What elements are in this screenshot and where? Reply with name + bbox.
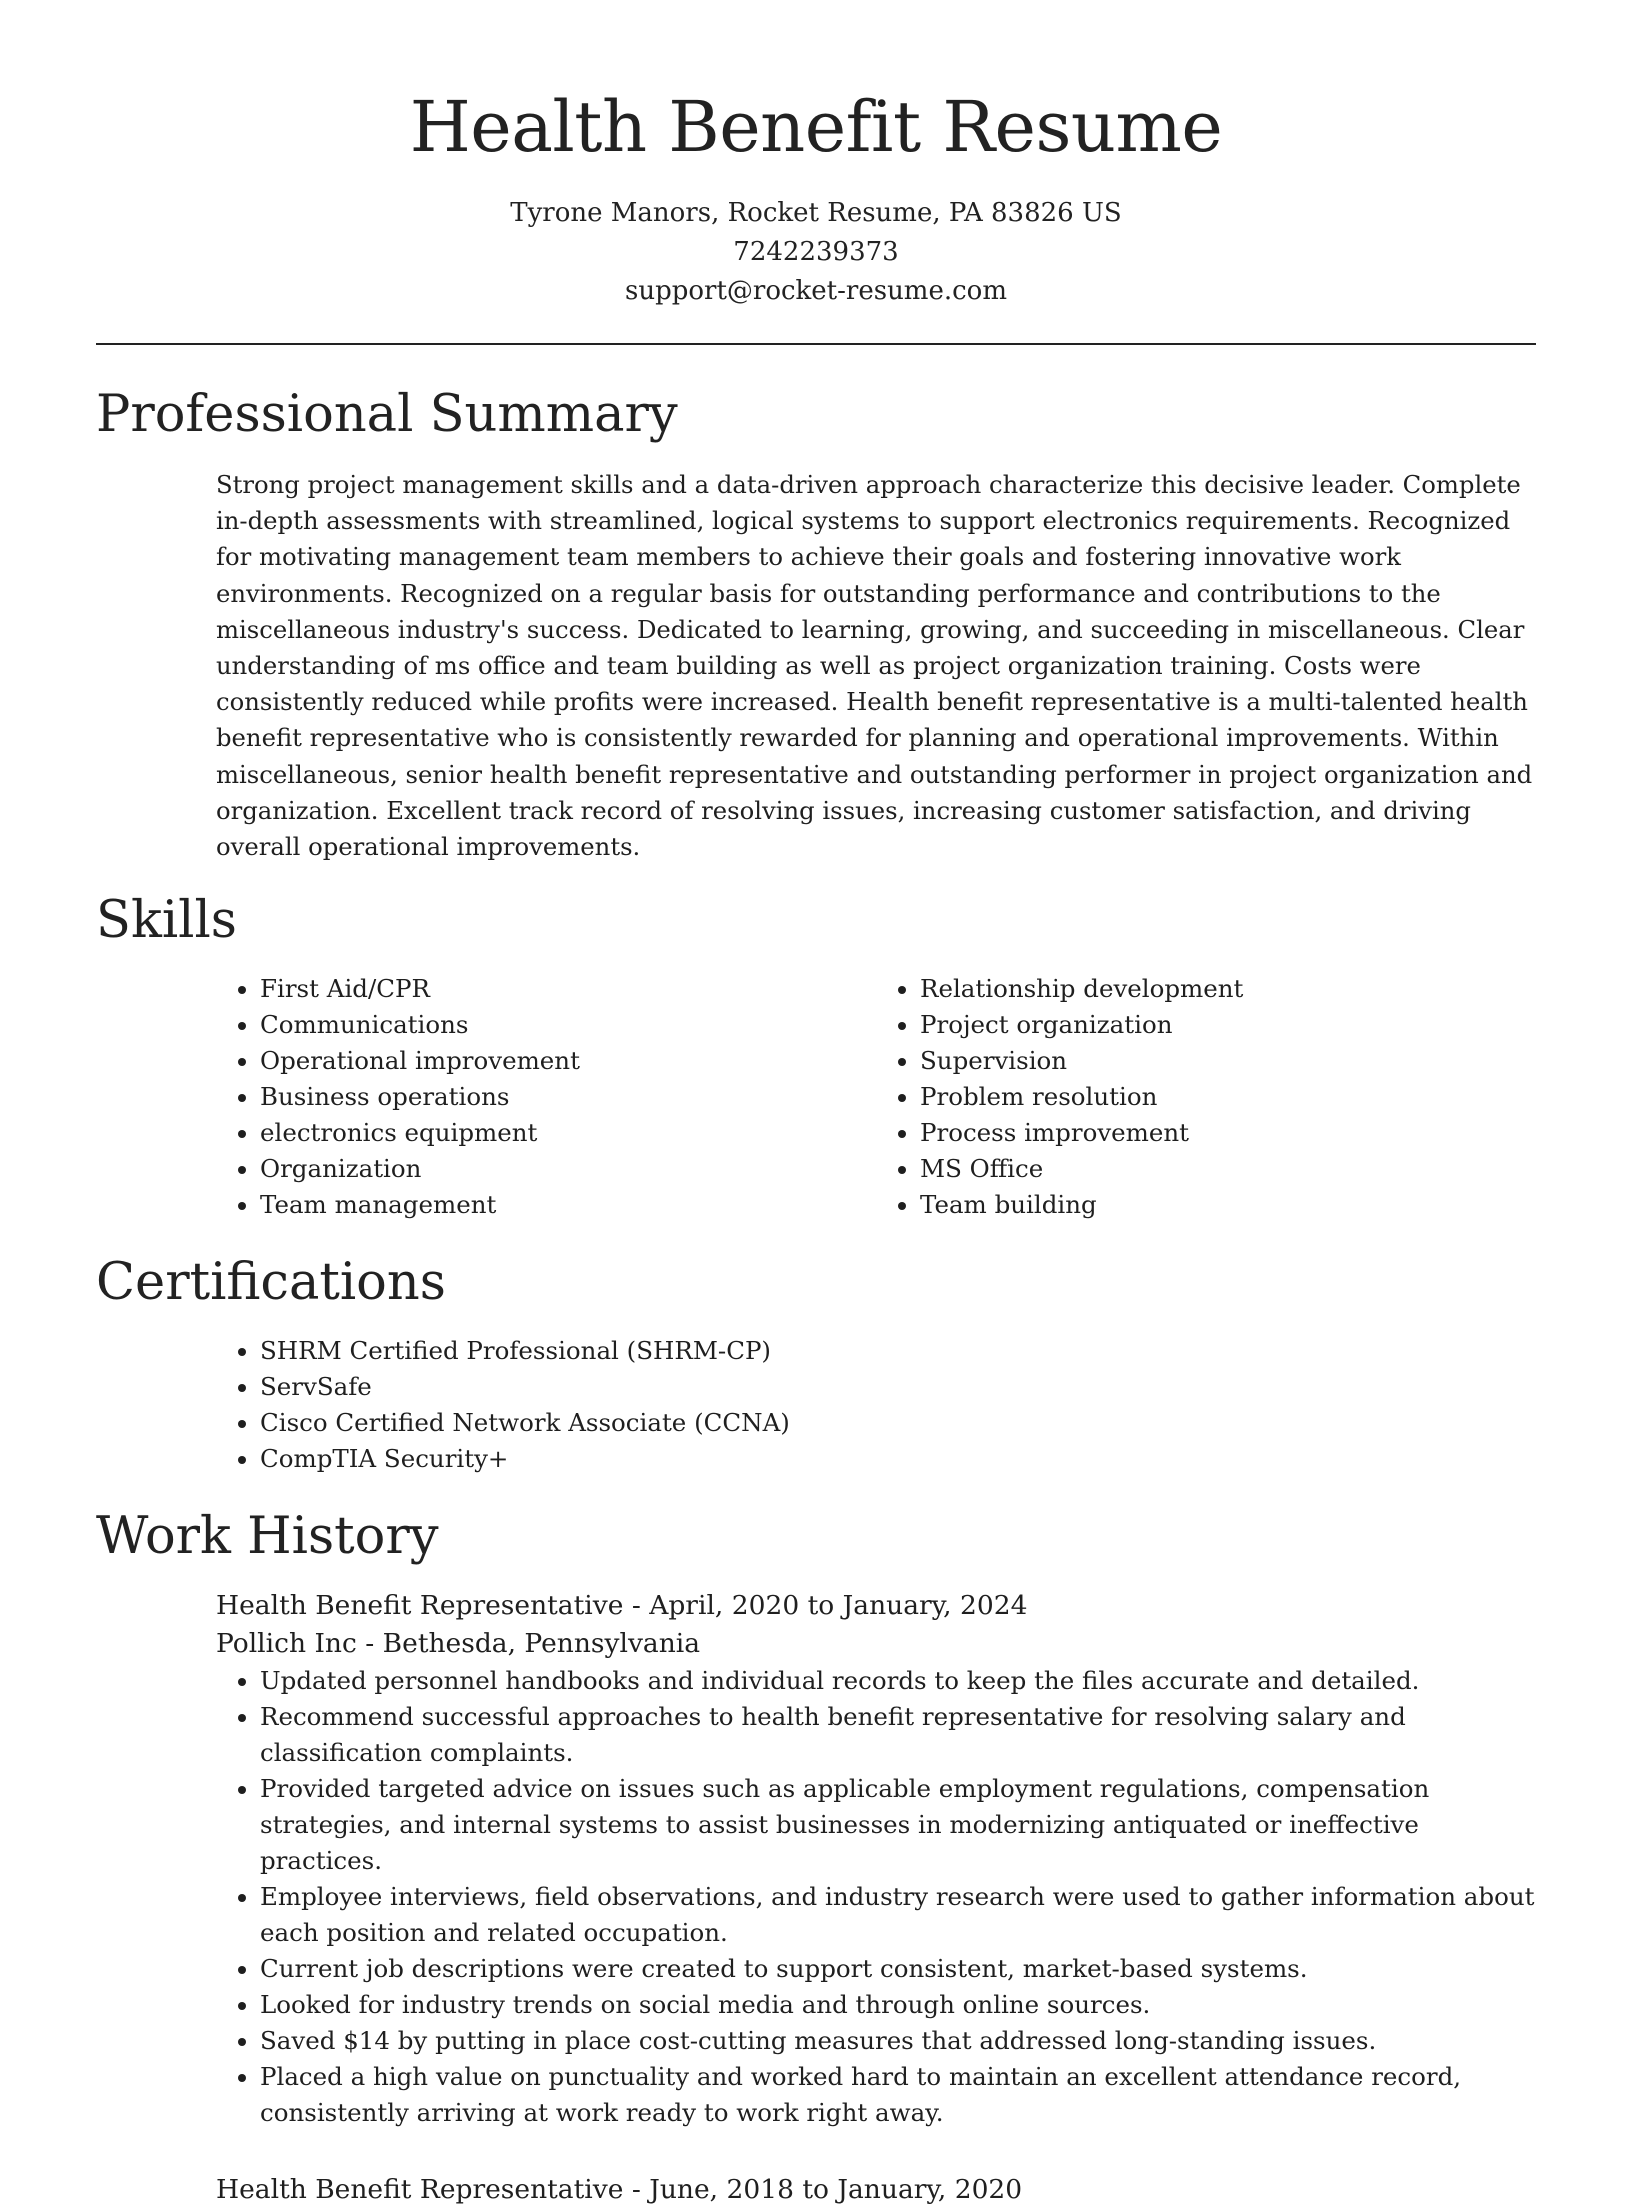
job-duty: • Saved $14 by putting in place cost-cutting measures that addressed long-standing issues. — [260, 2023, 1536, 2059]
skill-item: • First Aid/CPR — [260, 971, 876, 1007]
certification-item: • CompTIA Security+ — [260, 1441, 1536, 1477]
skill-item: • Team building — [920, 1187, 1536, 1223]
certifications-block — [216, 1333, 1536, 1477]
skills-columns — [216, 971, 1536, 1223]
skill-item: • Project organization — [920, 1007, 1536, 1043]
job-duties-list — [216, 1663, 1536, 2131]
skills-list-right — [876, 971, 1536, 1223]
job-entry: Health Benefit Representative - June, 2018 to January, 2020 — [216, 2174, 1023, 2206]
job-role: Health Benefit Representative — [216, 1590, 624, 1622]
contact-info — [96, 194, 1536, 311]
summary-heading: Professional Summary — [96, 385, 678, 444]
certification-item: • Cisco Certified Network Associate (CCNA) — [260, 1405, 1536, 1441]
skill-item: • Problem resolution — [920, 1079, 1536, 1115]
skill-item: • Supervision — [920, 1043, 1536, 1079]
skill-item: • Communications — [260, 1007, 876, 1043]
header-divider — [96, 343, 1536, 345]
job-company-line: Pollich Inc - Bethesda, Pennsylvania — [216, 1628, 701, 1660]
job-dates: June, 2018 to January, 2020 — [649, 2174, 1023, 2206]
job-location: Bethesda, Pennsylvania — [382, 1628, 701, 1660]
job-entry — [216, 1587, 1536, 2131]
job-duty: • Looked for industry trends on social media and through online sources. — [260, 1987, 1536, 2023]
contact-phone: 7242239373 — [733, 237, 899, 267]
job-duty: • Employee interviews, field observations, and industry research were used to gather information about each position and related occupation. — [260, 1879, 1536, 1951]
skill-item: • Operational improvement — [260, 1043, 876, 1079]
work-history-heading: Work History — [96, 1507, 439, 1567]
job-title-line: Health Benefit Representative - April, 2020 to January, 2024 — [216, 1590, 1028, 1622]
certifications-list — [216, 1333, 1536, 1477]
skill-item: • Team management — [260, 1187, 876, 1223]
job-duty: • Updated personnel handbooks and individual records to keep the files accurate and detailed. — [260, 1663, 1536, 1699]
skill-item: • Process improvement — [920, 1115, 1536, 1151]
job-company: Pollich Inc — [216, 1628, 357, 1660]
work-history-section — [96, 1505, 1536, 2209]
job-dates: April, 2020 to January, 2024 — [649, 1590, 1028, 1622]
skills-list-left — [216, 971, 876, 1223]
job-duty: • Placed a high value on punctuality and worked hard to maintain an excellent attendance record, consistently arriving at work ready to work right away. — [260, 2059, 1536, 2131]
job-role: Health Benefit Representative — [216, 2174, 624, 2206]
job-duty: • Provided targeted advice on issues such as applicable employment regulations, compensation strategies, and internal systems to assist businesses in modernizing antiquated or ineffective practices. — [260, 1771, 1536, 1879]
certifications-section — [96, 1251, 1536, 1477]
skill-item: • electronics equipment — [260, 1115, 876, 1151]
skills-section — [96, 889, 1536, 1223]
certifications-heading: Certifications — [96, 1253, 446, 1313]
resume-title: Health Benefit Resume — [409, 86, 1223, 168]
contact-address: Tyrone Manors, Rocket Resume, PA 83826 US — [510, 198, 1122, 228]
resume-header — [96, 0, 1536, 311]
job-duty: • Recommend successful approaches to health benefit representative for resolving salary and classification complaints. — [260, 1699, 1536, 1771]
job-duty: • Current job descriptions were created to support consistent, market-based systems. — [260, 1951, 1536, 1987]
skill-item: • Organization — [260, 1151, 876, 1187]
certification-item: • SHRM Certified Professional (SHRM-CP) — [260, 1333, 1536, 1369]
skill-item: • Relationship development — [920, 971, 1536, 1007]
contact-email: support@rocket-resume.com — [624, 276, 1007, 306]
summary-section — [96, 383, 1536, 865]
skill-item: • MS Office — [920, 1151, 1536, 1187]
skill-item: • Business operations — [260, 1079, 876, 1115]
summary-text: Strong project management skills and a data-driven approach characterize this decisive leader. Complete in-depth assessments with streamlined, logical systems to support electronics requirements. Recognized for motivating management team members to achieve their goals and fostering innovative work environments. Recognized on a regular basis for outstanding performance and contributions to the miscellaneous industry's success. Dedicated to learning, growing, and succeeding in miscellaneous. Clear understanding of ms office and team building as well as project organization training. Costs were consistently reduced while profits were increased. Health benefit representative is a multi-talented health benefit representative who is consistently rewarded for planning and operational improvements. Within miscellaneous, senior health benefit representative and outstanding performer in project organization and organization. Excellent track record of resolving issues, increasing customer satisfaction, and driving overall operational improvements. — [216, 470, 1533, 862]
skills-heading: Skills — [96, 891, 237, 951]
certification-item: • ServSafe — [260, 1369, 1536, 1405]
